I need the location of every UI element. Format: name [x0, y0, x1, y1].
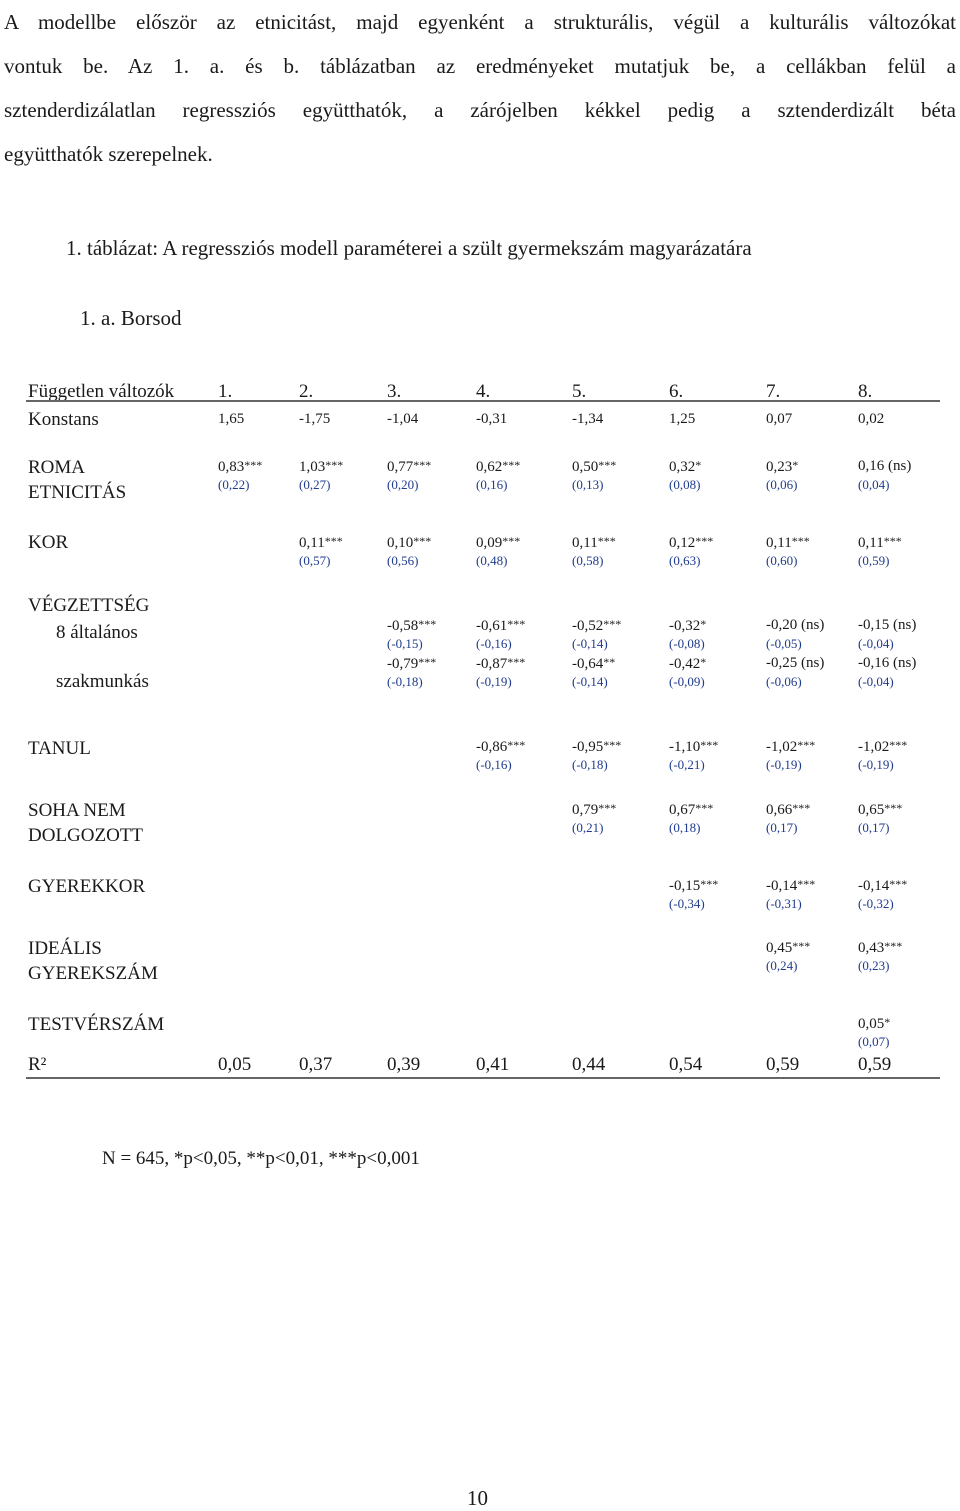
- coefficient-value: -0,15: [858, 617, 890, 633]
- coefficient: [766, 656, 824, 671]
- coefficient-value: 0,11: [766, 535, 792, 551]
- significance-marker: ***: [507, 738, 526, 752]
- significance-marker: (ns): [889, 617, 917, 633]
- beta-coefficient: (0,13): [572, 477, 604, 492]
- konstans-value: 0,07: [766, 411, 793, 427]
- coefficient: [858, 802, 902, 818]
- beta-coefficient: (-0,32): [858, 896, 894, 911]
- intro-paragraph: [4, 0, 956, 176]
- significance-marker: ***: [700, 877, 719, 891]
- beta-coefficient: (0,24): [766, 958, 798, 973]
- r2-value: 0,44: [572, 1054, 606, 1075]
- coefficient: [669, 618, 706, 634]
- beta-coefficient: (0,58): [572, 553, 604, 568]
- coefficient: [476, 656, 525, 672]
- coefficient-value: 0,09: [476, 535, 503, 551]
- table-subcaption: 1. a. Borsod: [80, 306, 182, 330]
- coefficient: [669, 656, 706, 672]
- significance-marker: ***: [700, 738, 719, 752]
- model-header: 7.: [766, 381, 781, 402]
- beta-coefficient: (-0,16): [476, 636, 512, 651]
- significance-marker: ***: [889, 738, 908, 752]
- beta-coefficient: (0,08): [669, 477, 701, 492]
- konstans-value: -1,34: [572, 411, 604, 427]
- coefficient-value: -0,42: [669, 656, 701, 672]
- significance-marker: ***: [884, 801, 903, 815]
- coefficient: [766, 878, 815, 894]
- coefficient-value: -0,25: [766, 655, 798, 671]
- coefficient-value: 0,11: [858, 535, 884, 551]
- coefficient: [669, 739, 718, 755]
- beta-coefficient: (0,16): [476, 477, 508, 492]
- coefficient-value: -0,14: [766, 878, 798, 894]
- konstans-value: 1,65: [218, 411, 245, 427]
- coefficient-value: 0,11: [572, 535, 598, 551]
- row-label: SOHA NEM: [28, 800, 126, 821]
- significance-marker: *: [884, 1015, 891, 1029]
- coefficient: [766, 618, 824, 633]
- significance-marker: ***: [597, 534, 616, 548]
- r2-value: 0,37: [299, 1054, 333, 1075]
- konstans-value: 0,02: [858, 411, 885, 427]
- significance-marker: ***: [695, 801, 714, 815]
- coefficient: [476, 739, 525, 755]
- significance-marker: ***: [244, 458, 263, 472]
- intro-line: együtthatók szerepelnek.: [4, 142, 213, 166]
- beta-coefficient: (0,06): [766, 477, 798, 492]
- coefficient: [387, 656, 436, 672]
- intro-line: A modellbe először az etnicitást, majd egyenként a strukturális, végül a kulturális változókat: [4, 10, 956, 34]
- coefficient-value: -0,14: [858, 878, 890, 894]
- significance-marker: *: [700, 617, 707, 631]
- significance-marker: ***: [502, 534, 521, 548]
- coefficient-value: -0,86: [476, 739, 508, 755]
- coefficient-value: -1,10: [669, 739, 701, 755]
- coefficient-value: 0,12: [669, 535, 696, 551]
- beta-coefficient: (0,22): [218, 477, 250, 492]
- significance-marker: ***: [792, 939, 811, 953]
- significance-marker: (ns): [797, 655, 825, 671]
- coefficient-value: 0,23: [766, 459, 793, 475]
- significance-marker: ***: [413, 458, 432, 472]
- beta-coefficient: (0,17): [766, 820, 798, 835]
- coefficient: [572, 656, 615, 672]
- coefficient: [476, 459, 520, 475]
- coefficient: [476, 618, 525, 634]
- significance-marker: (ns): [889, 655, 917, 671]
- beta-coefficient: (-0,04): [858, 674, 894, 689]
- coefficient: [299, 535, 343, 551]
- significance-marker: ***: [598, 801, 617, 815]
- footer-rule: [26, 1077, 940, 1079]
- coefficient: [669, 459, 701, 475]
- coefficient: [766, 739, 815, 755]
- significance-marker: (ns): [797, 617, 825, 633]
- beta-coefficient: (-0,34): [669, 896, 705, 911]
- beta-coefficient: (-0,16): [476, 757, 512, 772]
- significance-marker: ***: [603, 617, 622, 631]
- r2-value: 0,05: [218, 1054, 252, 1075]
- table-caption: 1. táblázat: A regressziós modell paraméterei a szült gyermekszám magyarázatára: [66, 236, 752, 260]
- beta-coefficient: (0,63): [669, 553, 701, 568]
- coefficient-value: 0,32: [669, 459, 696, 475]
- coefficient-value: -0,87: [476, 656, 508, 672]
- coefficient: [387, 535, 431, 551]
- significance-marker: ***: [507, 655, 526, 669]
- row-label: DOLGOZOTT: [28, 825, 144, 846]
- row-label: GYEREKKOR: [28, 876, 146, 897]
- beta-coefficient: (0,07): [858, 1034, 890, 1049]
- coefficient-value: -1,02: [766, 739, 798, 755]
- coefficient: [572, 618, 621, 634]
- significance-marker: ***: [502, 458, 521, 472]
- beta-coefficient: (-0,09): [669, 674, 705, 689]
- significance-marker: ***: [889, 877, 908, 891]
- model-header: 1.: [218, 381, 233, 402]
- beta-coefficient: (0,56): [387, 553, 419, 568]
- coefficient: [387, 618, 436, 634]
- significance-marker: *: [700, 655, 707, 669]
- significance-marker: ***: [413, 534, 432, 548]
- coefficient-value: -0,79: [387, 656, 419, 672]
- r2-value: 0,54: [669, 1054, 703, 1075]
- coefficient-value: 0,05: [858, 1016, 885, 1032]
- coefficient-value: 1,03: [299, 459, 326, 475]
- coefficient-value: -0,61: [476, 618, 508, 634]
- beta-coefficient: (-0,19): [476, 674, 512, 689]
- coefficient: [572, 802, 616, 818]
- row-label: TESTVÉRSZÁM: [28, 1014, 165, 1035]
- r2-value: 0,41: [476, 1054, 510, 1075]
- significance-marker: ***: [884, 939, 903, 953]
- significance-marker: ***: [797, 738, 816, 752]
- coefficient: [669, 878, 718, 894]
- significance-marker: ***: [797, 877, 816, 891]
- coefficient-value: 0,65: [858, 802, 885, 818]
- beta-coefficient: (0,20): [387, 477, 419, 492]
- konstans-value: 1,25: [669, 411, 696, 427]
- intro-line: vontuk be. Az 1. a. és b. táblázatban az eredményeket mutatjuk be, a cellákban felül a: [4, 54, 956, 78]
- coefficient: [858, 878, 907, 894]
- header-rule: [26, 400, 940, 402]
- beta-coefficient: (0,57): [299, 553, 331, 568]
- coefficient-value: -0,32: [669, 618, 701, 634]
- beta-coefficient: (-0,18): [572, 757, 608, 772]
- beta-coefficient: (0,17): [858, 820, 890, 835]
- coefficient-value: -0,15: [669, 878, 701, 894]
- coefficient-value: -0,20: [766, 617, 798, 633]
- coefficient: [669, 535, 713, 551]
- row-label: ROMA: [28, 457, 86, 478]
- beta-coefficient: (-0,19): [766, 757, 802, 772]
- coefficient: [387, 459, 431, 475]
- significance-marker: ***: [598, 458, 617, 472]
- beta-coefficient: (0,18): [669, 820, 701, 835]
- coefficient-value: 0,62: [476, 459, 503, 475]
- coefficient-value: 0,67: [669, 802, 696, 818]
- significance-marker: ***: [418, 655, 437, 669]
- model-header: 2.: [299, 381, 314, 402]
- significance-marker: ***: [324, 534, 343, 548]
- significance-marker: ***: [507, 617, 526, 631]
- header-label: Független változók: [28, 381, 175, 402]
- significance-marker: ***: [883, 534, 902, 548]
- coefficient: [858, 535, 902, 551]
- r2-value: 0,39: [387, 1054, 421, 1075]
- konstans-value: -1,04: [387, 411, 419, 427]
- coefficient-value: -0,64: [572, 656, 604, 672]
- coefficient-value: 0,77: [387, 459, 414, 475]
- coefficient: [858, 1016, 890, 1032]
- beta-coefficient: (-0,04): [858, 636, 894, 651]
- coefficient: [858, 618, 916, 633]
- beta-coefficient: (-0,14): [572, 674, 608, 689]
- coefficient: [766, 802, 810, 818]
- beta-coefficient: (-0,19): [858, 757, 894, 772]
- coefficient: [858, 940, 902, 956]
- row-label: IDEÁLIS: [28, 938, 102, 959]
- model-header: 3.: [387, 381, 402, 402]
- coefficient-value: 0,79: [572, 802, 599, 818]
- coefficient-value: 0,45: [766, 940, 793, 956]
- coefficient-value: 0,43: [858, 940, 885, 956]
- konstans-value: -0,31: [476, 411, 508, 427]
- row-label: GYEREKSZÁM: [28, 963, 158, 984]
- row-sublabel: 8 általános: [56, 622, 138, 643]
- coefficient-value: 0,83: [218, 459, 245, 475]
- model-header: 5.: [572, 381, 587, 402]
- row-sublabel: szakmunkás: [56, 671, 149, 692]
- significance-marker: ***: [418, 617, 437, 631]
- model-header: 6.: [669, 381, 684, 402]
- coefficient: [766, 940, 810, 956]
- coefficient: [669, 802, 713, 818]
- beta-coefficient: (-0,18): [387, 674, 423, 689]
- beta-coefficient: (0,04): [858, 477, 890, 492]
- coefficient: [218, 459, 262, 475]
- beta-coefficient: (-0,08): [669, 636, 705, 651]
- coefficient: [766, 459, 798, 475]
- coefficient-value: -0,16: [858, 655, 890, 671]
- model-header: 8.: [858, 381, 873, 402]
- coefficient: [572, 535, 616, 551]
- significance-marker: ***: [791, 534, 810, 548]
- coefficient: [299, 459, 343, 475]
- significance-marker: (ns): [884, 458, 912, 474]
- significance-marker: ***: [695, 534, 714, 548]
- row-label: VÉGZETTSÉG: [28, 595, 150, 616]
- significance-marker: ***: [325, 458, 344, 472]
- beta-coefficient: (-0,15): [387, 636, 423, 651]
- konstans-value: -1,75: [299, 411, 331, 427]
- row-label: TANUL: [28, 738, 91, 759]
- beta-coefficient: (0,60): [766, 553, 798, 568]
- coefficient-value: 0,50: [572, 459, 599, 475]
- coefficient: [858, 459, 911, 474]
- coefficient-value: 0,11: [299, 535, 325, 551]
- significance-marker: **: [603, 655, 616, 669]
- beta-coefficient: (-0,31): [766, 896, 802, 911]
- beta-coefficient: (-0,05): [766, 636, 802, 651]
- coefficient-value: 0,16: [858, 458, 885, 474]
- row-label: ETNICITÁS: [28, 482, 127, 503]
- beta-coefficient: (-0,21): [669, 757, 705, 772]
- coefficient: [476, 535, 520, 551]
- r2-value: 0,59: [858, 1054, 892, 1075]
- beta-coefficient: (0,23): [858, 958, 890, 973]
- significance-marker: ***: [792, 801, 811, 815]
- coefficient-value: -1,02: [858, 739, 890, 755]
- coefficient: [766, 535, 810, 551]
- coefficient: [858, 656, 916, 671]
- coefficient-value: -0,52: [572, 618, 604, 634]
- row-label-konstans: Konstans: [28, 409, 99, 430]
- coefficient-value: -0,58: [387, 618, 419, 634]
- coefficient-value: -0,95: [572, 739, 604, 755]
- beta-coefficient: (0,48): [476, 553, 508, 568]
- r2-value: 0,59: [766, 1054, 800, 1075]
- row-label-r2: R²: [28, 1054, 47, 1075]
- coefficient: [858, 739, 907, 755]
- significance-marker: ***: [603, 738, 622, 752]
- significance-marker: *: [792, 458, 799, 472]
- coefficient: [572, 739, 621, 755]
- beta-coefficient: (0,59): [858, 553, 890, 568]
- coefficient-value: 0,66: [766, 802, 793, 818]
- intro-line: sztenderdizálatlan regressziós együtthatók, a zárójelben kékkel pedig a sztenderdizált béta: [4, 98, 956, 122]
- row-label: KOR: [28, 532, 69, 553]
- beta-coefficient: (0,27): [299, 477, 331, 492]
- significance-marker: *: [695, 458, 702, 472]
- model-header: 4.: [476, 381, 491, 402]
- coefficient-value: 0,10: [387, 535, 414, 551]
- beta-coefficient: (-0,14): [572, 636, 608, 651]
- beta-coefficient: (-0,06): [766, 674, 802, 689]
- coefficient: [572, 459, 616, 475]
- beta-coefficient: (0,21): [572, 820, 604, 835]
- page-number: 10: [467, 1486, 488, 1510]
- table-note: N = 645, *p<0,05, **p<0,01, ***p<0,001: [102, 1148, 420, 1169]
